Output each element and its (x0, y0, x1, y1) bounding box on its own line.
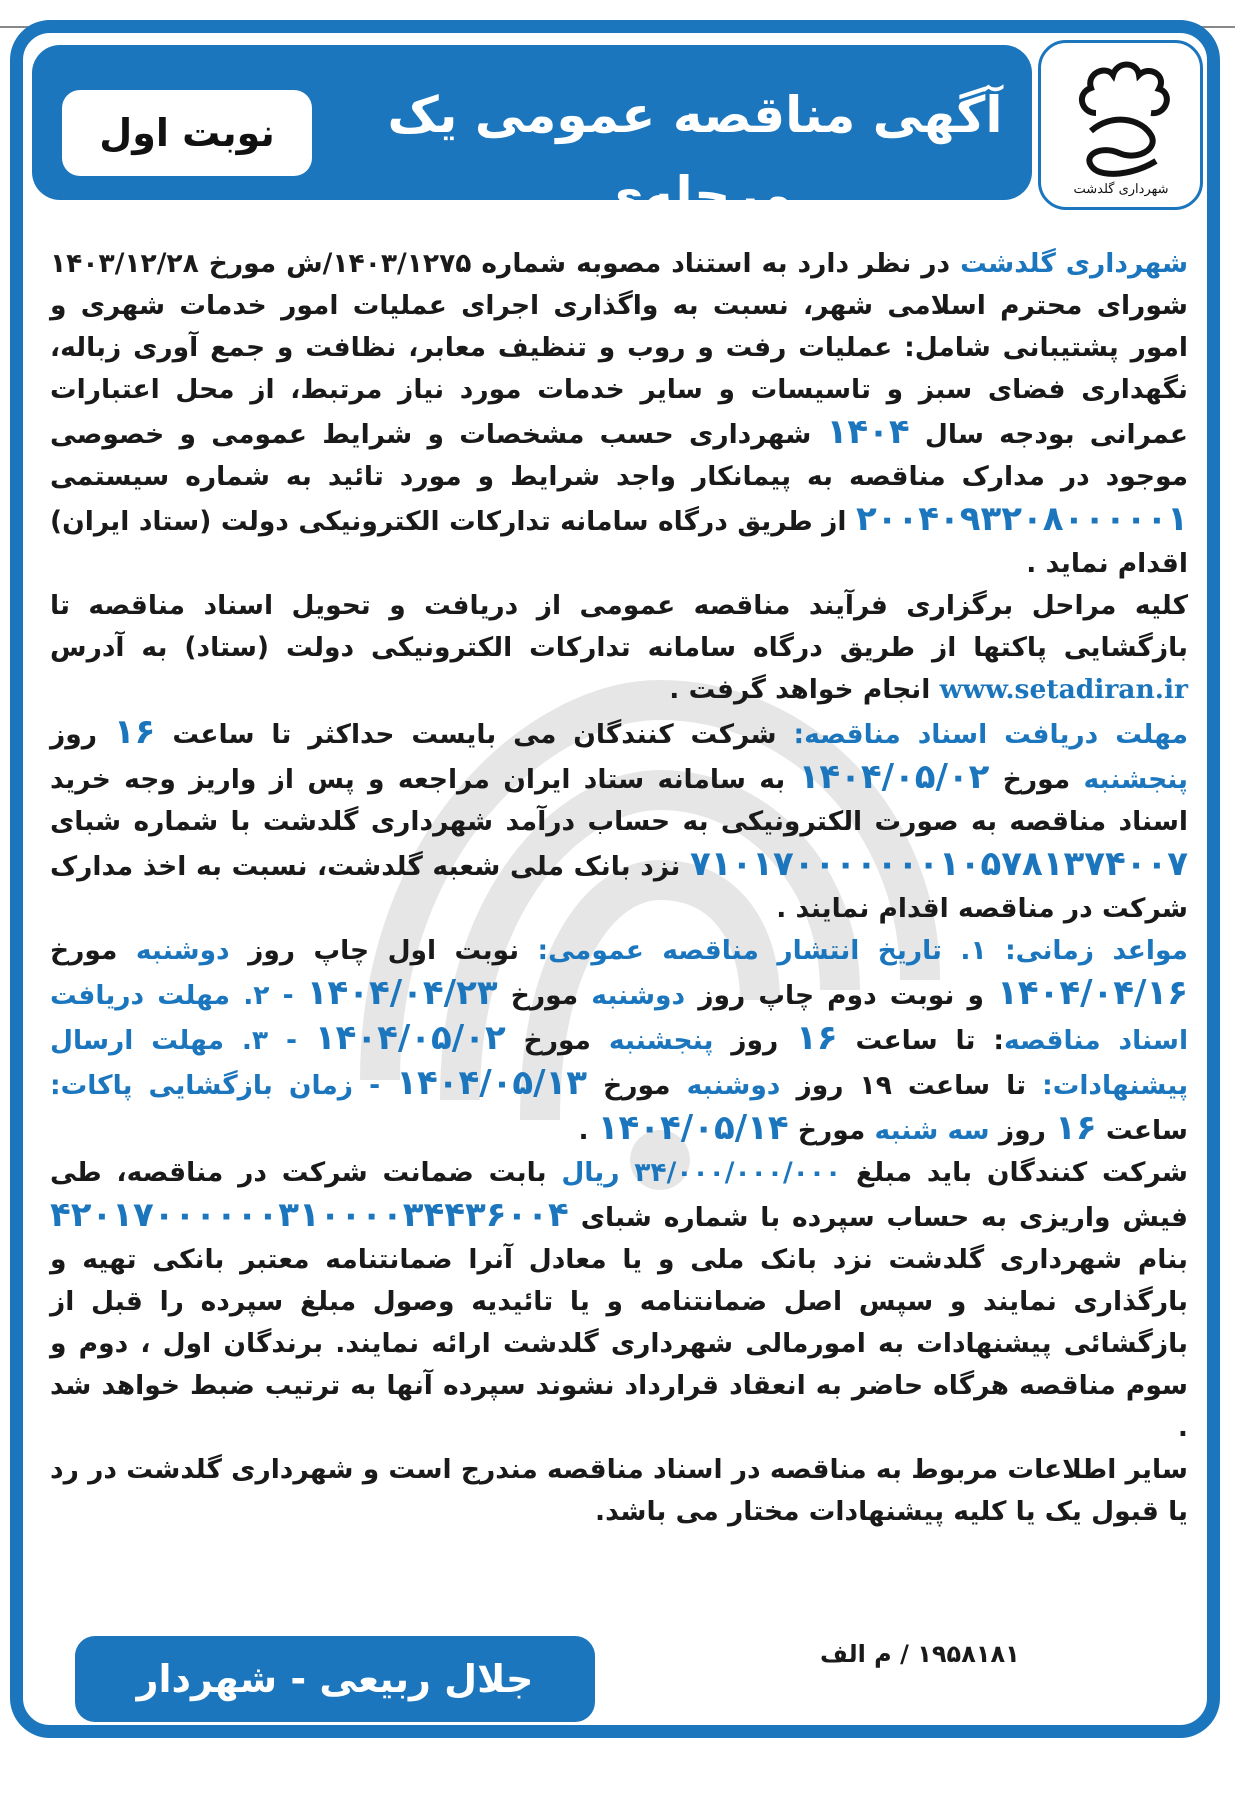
sched-text-11: روز (998, 1115, 1046, 1146)
schedule-label-3: - ۳. مهلت ارسال پیشنهادات: (50, 1025, 1189, 1101)
sched-text-5: : تا ساعت (855, 1025, 1004, 1056)
notice-title: آگهی مناقصه عمومی یک مرحله‌ی (387, 86, 1003, 224)
schedule-label: مواعد زمانی: ۱. تاریخ انتشار مناقصه عمومی: (537, 935, 1188, 966)
reference-number: ۱۹۵۸۱۸۱ / م الف (820, 1640, 1020, 1668)
schedule-label-2: - ۲. مهلت دریافت اسناد مناقصه (50, 980, 1189, 1056)
doc-sheba: ۷۱۰۱۷۰۰۰۰۰۰۰۱۰۵۷۸۱۳۷۴۰۰۷ (689, 844, 1189, 884)
sched-day-4: دوشنبه (686, 1070, 781, 1101)
sched-hour-3: ۱۶ (1055, 1108, 1097, 1148)
sched-date-2: ۱۴۰۴/۰۴/۲۳ (306, 973, 498, 1013)
sched-text-7: مورخ (523, 1025, 591, 1056)
doc-text-1: شرکت کنندگان می بایست حداکثر تا ساعت (172, 719, 777, 750)
paragraph-process (50, 585, 1188, 711)
guarantee-text-2: بابت ضمانت شرکت در مناقصه، طی فیش واریزی به حساب سپرده با شماره شبای (50, 1157, 1188, 1233)
doc-day: پنجشنبه (1083, 764, 1188, 795)
sched-text-13: . (578, 1115, 589, 1146)
doc-text-4: به سامانه ستاد ایران مراجعه و پس از واریز وجه خرید اسناد مناقصه به صورت الکترونیکی به حساب درآمد شهرداری گلدشت با شماره شبای (50, 764, 1188, 837)
sched-text-12: مورخ (797, 1115, 866, 1146)
paragraph-closing (50, 1449, 1188, 1533)
sched-text-1: نوبت اول چاپ روز (248, 935, 520, 966)
sched-text-8: تا ساعت ۱۹ روز (796, 1070, 1027, 1101)
paragraph-schedule (50, 930, 1188, 1152)
guarantee-sheba: ۴۲۰۱۷۰۰۰۰۰۰۳۱۰۰۰۰۳۴۴۳۶۰۰۴ (50, 1195, 569, 1235)
doc-text-2: روز (50, 719, 97, 750)
sched-day-2: دوشنبه (591, 980, 686, 1011)
org-name: شهرداری گلدشت (960, 248, 1189, 279)
doc-hour: ۱۶ (113, 712, 156, 752)
sched-text-3: و نوبت دوم چاپ روز (698, 980, 984, 1011)
doc-date: ۱۴۰۴/۰۵/۰۲ (798, 757, 990, 797)
budget-year: ۱۴۰۴ (826, 412, 910, 452)
document-deadline-label: مهلت دریافت اسناد مناقصه: (793, 719, 1188, 750)
sched-date-1: ۱۴۰۴/۰۴/۱۶ (997, 973, 1188, 1013)
sched-text-6: روز (731, 1025, 779, 1056)
municipality-logo (1038, 40, 1203, 210)
process-text-2: انجام خواهد گرفت . (669, 674, 931, 705)
guarantee-amount: ۳۴/۰۰۰/۰۰۰/۰۰۰ ریال (561, 1157, 842, 1188)
sched-text-4: مورخ (510, 980, 579, 1011)
guarantee-text-3: بنام شهرداری گلدشت نزد بانک ملی و یا معادل آنرا ضمانتنامه معتبر بانکی تهیه و بارگذاری نمایند و سپس اصل ضمانتنامه و یا تائیدیه وصول مبلغ سپرده را قبل از بازگشائی پیشنهادات به امورمالی شهرداری گلدشت ارائه نمایند. برندگان اول ، دوم و سوم مناقصه هرگاه حاضر به انعقاد قرارداد نشوند سپرده آنها به ترتیب ضبط خواهد شد . (50, 1244, 1188, 1443)
closing-text: سایر اطلاعات مربوط به مناقصه در اسناد مناقصه مندرج است و شهرداری گلدشت در رد یا قبول یک یا کلیه پیشنهادات مختار می باشد. (50, 1454, 1188, 1527)
doc-text-3: مورخ (1002, 764, 1071, 795)
intro-text-1: در نظر دارد به استناد مصوبه شماره ۱۴۰۳/۱۲۷۵/ش مورخ ۱۴۰۳/۱۲/۲۸ شورای محترم اسلامی شهر، نسبت به واگذاری اجرای عملیات امور خدمات شهری و امور پشتیبانی شامل: عملیات رفت و روب و تنظیف معابر، نظافت و جمع آوری زباله، نگهداری فضای سبز و تاسیسات و سایر خدمات مورد نیاز مرتبط، از محل اعتبارات عمرانی بودجه سال (50, 248, 1188, 450)
notice-body (50, 243, 1188, 1533)
sched-hour-2: ۱۶ (796, 1018, 838, 1058)
sched-day-3: پنجشنبه (608, 1025, 714, 1056)
sched-text-9: مورخ (603, 1070, 671, 1101)
doc-text-5: نزد بانک ملی شعبه گلدشت، نسبت به اخذ مدارک شرکت در مناقصه اقدام نمایند . (50, 851, 1188, 924)
paragraph-intro (50, 243, 1188, 585)
paragraph-guarantee (50, 1152, 1188, 1449)
round-badge: نوبت اول (62, 90, 312, 176)
sched-date-4: ۱۴۰۴/۰۵/۱۳ (396, 1063, 588, 1103)
mayor-signature: جلال ربیعی - شهردار گلدشت (75, 1636, 595, 1722)
intro-text-2: شهرداری حسب مشخصات و شرایط عمومی و خصوصی موجود در مدارک مناقصه به پیمانکار واجد شرایط و مورد تائید به شماره سیستمی (50, 419, 1188, 492)
system-number: ۲۰۰۴۰۹۳۲۰۸۰۰۰۰۰۱ (855, 499, 1188, 539)
sched-day-1: دوشنبه (135, 935, 230, 966)
guarantee-text-1: شرکت کنندگان باید مبلغ (856, 1157, 1188, 1188)
sched-date-3: ۱۴۰۴/۰۵/۰۲ (314, 1018, 506, 1058)
intro-text-3: از طریق درگاه سامانه تدارکات الکترونیکی دولت (ستاد ایران) اقدام نماید . (50, 506, 1188, 579)
schedule-label-4: - زمان بازگشایی پاکات: (50, 1070, 381, 1101)
process-text-1: کلیه مراحل برگزاری فرآیند مناقصه عمومی از دریافت و تحویل اسناد مناقصه تا بازگشایی پاکتها از طریق درگاه سامانه تدارکات الکترونیکی دولت (ستاد) به آدرس (50, 590, 1188, 663)
logo-caption: شهرداری گلدشت (1073, 182, 1169, 197)
logo-emblem-icon (1041, 43, 1200, 207)
paragraph-document-deadline (50, 711, 1188, 930)
sched-day-5: سه شنبه (874, 1115, 990, 1146)
sched-text-2: مورخ (50, 935, 118, 966)
sched-date-5: ۱۴۰۴/۰۵/۱۴ (597, 1108, 789, 1148)
setad-link[interactable]: www.setadiran.ir (939, 674, 1188, 705)
sched-text-10: ساعت (1105, 1115, 1188, 1146)
